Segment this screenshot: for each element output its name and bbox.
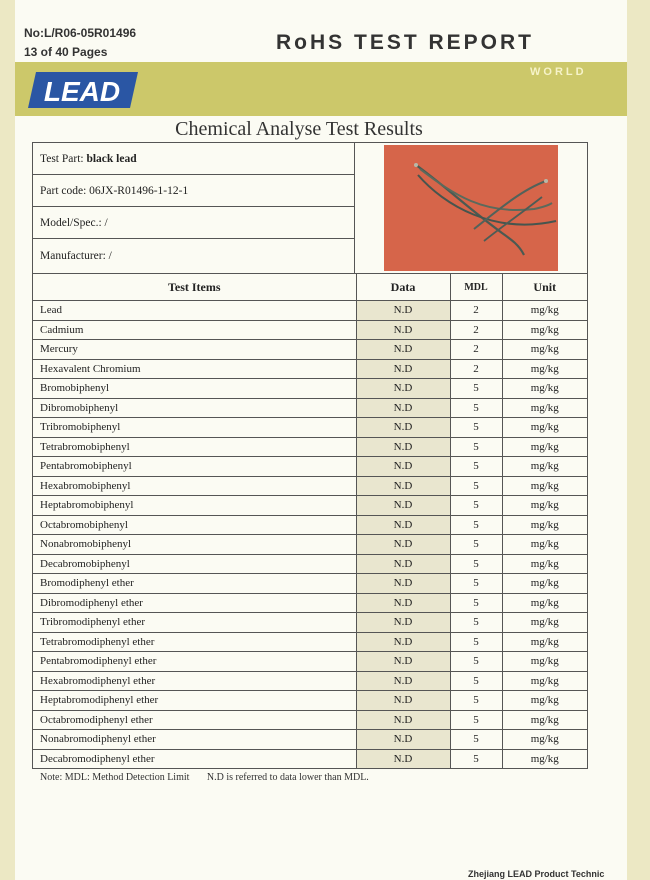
test-item: Octabromodiphenyl ether <box>33 710 356 730</box>
test-item: Tetrabromodiphenyl ether <box>33 632 356 652</box>
table-row <box>33 515 587 535</box>
mdl-value: 5 <box>450 749 502 768</box>
mdl-value: 5 <box>450 379 502 399</box>
table-row <box>33 301 587 321</box>
test-item: Bromodiphenyl ether <box>33 574 356 594</box>
result-data: N.D <box>356 535 450 555</box>
manufacturer: Manufacturer: / <box>33 239 355 273</box>
table-row <box>33 554 587 574</box>
result-data: N.D <box>356 710 450 730</box>
result-data: N.D <box>356 320 450 340</box>
table-row <box>33 632 587 652</box>
test-item: Tetrabromobiphenyl <box>33 437 356 457</box>
test-item: Octabromobiphenyl <box>33 515 356 535</box>
unit-value: mg/kg <box>502 301 587 321</box>
logo-text: LEAD <box>43 76 121 107</box>
result-data: N.D <box>356 632 450 652</box>
mdl-value: 2 <box>450 320 502 340</box>
unit-value: mg/kg <box>502 476 587 496</box>
result-data: N.D <box>356 437 450 457</box>
lead-logo <box>26 70 140 110</box>
mdl-value: 5 <box>450 593 502 613</box>
mdl-value: 5 <box>450 437 502 457</box>
table-row <box>33 691 587 711</box>
unit-value: mg/kg <box>502 359 587 379</box>
table-row <box>33 730 587 750</box>
result-data: N.D <box>356 379 450 399</box>
table-row <box>33 496 587 516</box>
test-part-label: Test Part: <box>40 152 84 165</box>
mdl-value: 5 <box>450 632 502 652</box>
result-data: N.D <box>356 593 450 613</box>
page-count: 13 of 40 Pages <box>24 45 108 59</box>
sample-info <box>33 143 587 274</box>
result-data: N.D <box>356 652 450 672</box>
result-data: N.D <box>356 730 450 750</box>
table-row <box>33 710 587 730</box>
result-data: N.D <box>356 476 450 496</box>
part-code: Part code: 06JX-R01496-1-12-1 <box>33 175 355 207</box>
results-table <box>32 142 588 769</box>
mdl-value: 5 <box>450 457 502 477</box>
result-data: N.D <box>356 457 450 477</box>
test-item: Pentabromodiphenyl ether <box>33 652 356 672</box>
test-item: Hexabromobiphenyl <box>33 476 356 496</box>
unit-value: mg/kg <box>502 398 587 418</box>
test-item: Dibromodiphenyl ether <box>33 593 356 613</box>
unit-value: mg/kg <box>502 574 587 594</box>
test-item: Mercury <box>33 340 356 360</box>
result-data: N.D <box>356 398 450 418</box>
table-row <box>33 359 587 379</box>
report-title: RoHS TEST REPORT <box>276 31 535 54</box>
mdl-value: 5 <box>450 476 502 496</box>
unit-value: mg/kg <box>502 379 587 399</box>
company-footer: Zhejiang LEAD Product Technic <box>468 869 605 879</box>
table-row <box>33 613 587 633</box>
mdl-value: 5 <box>450 652 502 672</box>
result-data: N.D <box>356 574 450 594</box>
result-data: N.D <box>356 496 450 516</box>
unit-value: mg/kg <box>502 320 587 340</box>
unit-value: mg/kg <box>502 593 587 613</box>
table-row <box>33 320 587 340</box>
unit-value: mg/kg <box>502 671 587 691</box>
unit-value: mg/kg <box>502 691 587 711</box>
table-row <box>33 418 587 438</box>
table-row <box>33 398 587 418</box>
unit-value: mg/kg <box>502 457 587 477</box>
result-data: N.D <box>356 749 450 768</box>
test-item: Tribromodiphenyl ether <box>33 613 356 633</box>
mdl-value: 5 <box>450 535 502 555</box>
table-row <box>33 593 587 613</box>
test-item: Heptabromobiphenyl <box>33 496 356 516</box>
mdl-value: 2 <box>450 359 502 379</box>
test-part-row <box>33 143 355 175</box>
table-row <box>33 671 587 691</box>
result-data: N.D <box>356 359 450 379</box>
unit-value: mg/kg <box>502 652 587 672</box>
result-data: N.D <box>356 671 450 691</box>
table-row <box>33 574 587 594</box>
mdl-value: 2 <box>450 301 502 321</box>
test-item: Heptabromodiphenyl ether <box>33 691 356 711</box>
test-part-value: black lead <box>86 152 137 165</box>
table-header-row <box>33 274 587 301</box>
footnote: Note: MDL: Method Detection Limit N.D is referred to data lower than MDL. <box>40 772 369 783</box>
unit-value: mg/kg <box>502 340 587 360</box>
col-header-data: Data <box>356 274 450 301</box>
model-spec: Model/Spec.: / <box>33 207 355 239</box>
table-row <box>33 535 587 555</box>
mdl-value: 2 <box>450 340 502 360</box>
result-data: N.D <box>356 418 450 438</box>
mdl-value: 5 <box>450 671 502 691</box>
unit-value: mg/kg <box>502 437 587 457</box>
result-data: N.D <box>356 340 450 360</box>
mdl-value: 5 <box>450 496 502 516</box>
unit-value: mg/kg <box>502 554 587 574</box>
world-label: WORLD <box>530 66 587 78</box>
unit-value: mg/kg <box>502 535 587 555</box>
mdl-value: 5 <box>450 554 502 574</box>
result-data: N.D <box>356 613 450 633</box>
col-header-unit: Unit <box>502 274 587 301</box>
page-heading: Chemical Analyse Test Results <box>175 118 423 140</box>
mdl-value: 5 <box>450 398 502 418</box>
result-data: N.D <box>356 554 450 574</box>
wire-sample-image <box>384 145 558 271</box>
unit-value: mg/kg <box>502 749 587 768</box>
mdl-value: 5 <box>450 710 502 730</box>
table-row <box>33 437 587 457</box>
table-row <box>33 340 587 360</box>
table-row <box>33 749 587 768</box>
test-item: Lead <box>33 301 356 321</box>
table-row <box>33 457 587 477</box>
test-item: Dibromobiphenyl <box>33 398 356 418</box>
test-item: Tribromobiphenyl <box>33 418 356 438</box>
document-number: No:L/R06-05R01496 <box>24 26 137 40</box>
test-item: Cadmium <box>33 320 356 340</box>
unit-value: mg/kg <box>502 632 587 652</box>
col-header-mdl: MDL <box>450 274 502 301</box>
unit-value: mg/kg <box>502 730 587 750</box>
table-row <box>33 379 587 399</box>
test-item: Nonabromobiphenyl <box>33 535 356 555</box>
mdl-value: 5 <box>450 515 502 535</box>
result-data: N.D <box>356 301 450 321</box>
sample-photo <box>384 145 558 271</box>
test-item: Hexabromodiphenyl ether <box>33 671 356 691</box>
unit-value: mg/kg <box>502 496 587 516</box>
unit-value: mg/kg <box>502 613 587 633</box>
test-item: Pentabromobiphenyl <box>33 457 356 477</box>
mdl-value: 5 <box>450 574 502 594</box>
result-data: N.D <box>356 515 450 535</box>
mdl-value: 5 <box>450 613 502 633</box>
unit-value: mg/kg <box>502 515 587 535</box>
test-item: Decabromodiphenyl ether <box>33 749 356 768</box>
col-header-test-items: Test Items <box>33 274 356 301</box>
table-row <box>33 476 587 496</box>
mdl-value: 5 <box>450 730 502 750</box>
test-item: Nonabromodiphenyl ether <box>33 730 356 750</box>
unit-value: mg/kg <box>502 710 587 730</box>
test-results <box>33 274 587 768</box>
test-item: Decabromobiphenyl <box>33 554 356 574</box>
unit-value: mg/kg <box>502 418 587 438</box>
table-row <box>33 652 587 672</box>
result-data: N.D <box>356 691 450 711</box>
test-item: Bromobiphenyl <box>33 379 356 399</box>
test-item: Hexavalent Chromium <box>33 359 356 379</box>
mdl-value: 5 <box>450 691 502 711</box>
mdl-value: 5 <box>450 418 502 438</box>
